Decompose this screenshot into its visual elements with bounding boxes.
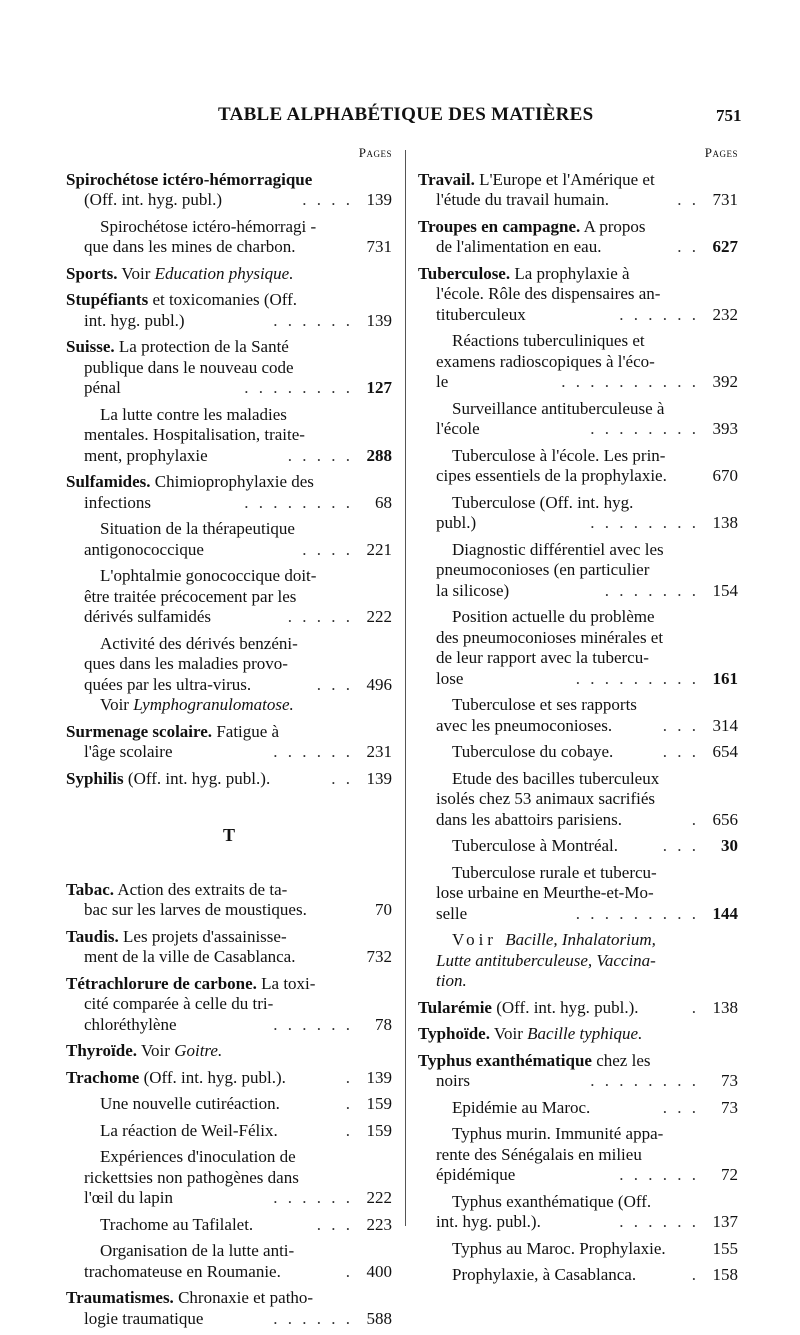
sub-entry: La réaction de Weil-Félix. . 159 xyxy=(66,1121,392,1142)
entry-heading: Tabac. xyxy=(66,879,115,899)
entry-text: la silicose) xyxy=(436,580,510,600)
entry-text: ques dans les maladies provo- xyxy=(84,654,288,673)
entry-text: épidémique xyxy=(436,1165,516,1184)
entry-text: Réactions tuberculiniques et xyxy=(452,331,645,350)
sub-entry: Tuberculose du cobaye. . . . 654 xyxy=(418,742,738,763)
page-ref: 732 xyxy=(366,947,392,966)
page-ref: 731 xyxy=(366,237,392,256)
cross-reference: Bacille typhique. xyxy=(527,1024,643,1043)
index-entry-surmenage: Surmenage scolaire. Fatigue à l'âge scolaire . . . . . . 231 xyxy=(66,721,392,761)
page-ref: 654 xyxy=(712,742,738,761)
entry-text: L'Europe et l'Amérique et xyxy=(474,169,655,189)
entry-heading: Tétrachlorure de carbone. xyxy=(66,973,257,993)
entry-text: Trachome au Tafilalet. xyxy=(100,1214,254,1234)
page-ref: 288 xyxy=(366,445,392,465)
page-ref: 70 xyxy=(375,900,392,919)
entry-text: Organisation de la lutte anti- xyxy=(100,1241,295,1260)
entry-text: chloréthylène xyxy=(84,1014,177,1034)
entry-text: pneumoconioses (en particulier xyxy=(436,560,650,579)
sub-entry xyxy=(66,217,392,258)
entry-text: La toxi- xyxy=(256,973,316,993)
entry-text: l'œil du lapin xyxy=(84,1188,174,1207)
index-entry-troupes: Troupes en campagne. A propos de l'alimentation en eau. . . 627 xyxy=(418,216,738,256)
entry-text: ment, prophylaxie xyxy=(84,445,208,465)
entry-heading: Troupes en campagne. xyxy=(418,216,581,236)
page-ref: 222 xyxy=(366,1188,392,1207)
page-ref: 72 xyxy=(721,1165,738,1184)
index-entry-thyroide xyxy=(66,1041,392,1062)
entry-heading: Tularémie xyxy=(418,997,492,1017)
page-ref: 137 xyxy=(712,1212,738,1231)
entry-text: Tuberculose à Montréal. xyxy=(452,836,619,855)
index-entry-syphilis: Syphilis (Off. int. hyg. publ.). . . 139 xyxy=(66,768,392,788)
sub-entry: Typhus murin. Immunité appa- rente des Sénégalais en milieu épidémique . . . . . . 72 xyxy=(436,1124,738,1184)
sub-entry: Etude des bacilles tuberculeux isolés chez 53 animaux sacrifiés dans les abattoirs parisiens. . 656 xyxy=(436,768,738,829)
page-ref: 138 xyxy=(712,513,738,532)
entry-text: Situation de la thérapeutique xyxy=(100,519,295,538)
index-entry-sulfamides: Sulfamides. Chimioprophylaxie des infections . . . . . . . . 68 xyxy=(66,472,392,512)
page-ref: 144 xyxy=(712,903,738,923)
entry-text: Typhus exanthématique (Off. xyxy=(452,1191,652,1211)
entry-text: chez les xyxy=(591,1050,651,1070)
entry-text: ment de la ville de Casablanca. xyxy=(84,947,296,966)
cross-reference: Bacille, Inhalatorium, xyxy=(505,930,656,949)
entry-text: infections xyxy=(84,492,152,512)
entry-text: Expériences d'inoculation de xyxy=(100,1147,296,1166)
entry-text: le xyxy=(436,372,449,391)
entry-text: de leur rapport avec la tubercu- xyxy=(436,648,649,667)
entry-text: Prophylaxie, à Casablanca. xyxy=(452,1265,637,1284)
entry-text: dérivés sulfamidés xyxy=(84,607,211,626)
entry-heading: Tuberculose. xyxy=(418,263,511,283)
sub-entry: Prophylaxie, à Casablanca. . 158 xyxy=(418,1265,738,1286)
entry-heading: Stupéfiants xyxy=(66,290,149,309)
index-entry-spirochetose: Spirochétose ictéro-hémorragique (Off. int. hyg. publ.) . . . . 139 xyxy=(66,169,392,209)
entry-text: Voir xyxy=(100,695,134,714)
entry-heading: Travail. xyxy=(418,169,475,189)
entry-text: A propos xyxy=(580,216,646,236)
entry-text: l'âge scolaire xyxy=(84,742,173,761)
cross-reference: tion. xyxy=(436,971,467,990)
entry-text: antigonococcique xyxy=(84,539,204,559)
entry-text: l'école xyxy=(436,419,480,438)
page-title: TABLE ALPHABÉTIQUE DES MATIÈRES xyxy=(218,104,594,125)
index-entry-sports xyxy=(66,264,392,285)
entry-text: Tuberculose du cobaye. xyxy=(452,742,614,761)
index-entry-taudis xyxy=(66,927,392,968)
entry-text: Activité des dérivés benzéni- xyxy=(100,633,298,653)
entry-text: Voir xyxy=(489,1024,528,1043)
entry-text: La prophylaxie à xyxy=(510,263,630,283)
entry-heading: Surmenage scolaire. xyxy=(66,721,213,741)
entry-text: Tuberculose à l'école. Les prin- xyxy=(452,445,666,465)
index-entry-stupefiants: Stupéfiants et toxicomanies (Off. int. hyg. publ.) . . . . . . 139 xyxy=(66,290,392,330)
column-divider xyxy=(405,150,406,1226)
entry-heading: Suisse. xyxy=(66,337,115,356)
cross-reference: Education physique. xyxy=(154,263,294,283)
entry-text: Position actuelle du problème xyxy=(452,607,655,626)
page-ref: 731 xyxy=(712,190,738,209)
entry-text: Tuberculose et ses rapports xyxy=(452,695,637,714)
page-ref: 223 xyxy=(366,1214,392,1234)
page-ref: 139 xyxy=(366,768,392,788)
entry-text: int. hyg. publ.). xyxy=(436,1212,541,1231)
entry-text: avec les pneumoconioses. xyxy=(436,715,613,735)
sub-entry: Surveillance antituberculeuse à l'école . . . . . . . . 393 xyxy=(436,398,738,438)
sub-entry: La lutte contre les maladies mentales. Hospitalisation, traite- ment, prophylaxie . . . . . 288 xyxy=(84,404,392,465)
page-ref: 161 xyxy=(712,668,738,688)
entry-heading: Spirochétose ictéro-hémorragique xyxy=(66,169,313,189)
sub-entry: Position actuelle du problème des pneumoconioses minérales et de leur rapport avec la tubercu- lose . . . . . . . . . 161 xyxy=(436,607,738,688)
sub-entry: Epidémie au Maroc. . . . 73 xyxy=(418,1098,738,1119)
entry-text: Une nouvelle cutiréaction. xyxy=(100,1094,280,1113)
entry-heading: Trachome xyxy=(66,1067,140,1087)
page-ref: 400 xyxy=(366,1261,392,1281)
index-entry-typhus: Typhus exanthématique chez les noirs . . . . . . . . 73 xyxy=(418,1050,738,1090)
page-ref: 158 xyxy=(712,1265,738,1284)
entry-text: et toxicomanies (Off. xyxy=(148,290,298,309)
entry-text: Tuberculose (Off. int. hyg. xyxy=(452,492,634,512)
index-entry-tularemie: Tularémie (Off. int. hyg. publ.). . 138 xyxy=(418,997,738,1017)
sub-entry: Tuberculose rurale et tubercu- lose urbaine en Meurthe-et-Mo- selle . . . . . . . . . 144 xyxy=(436,862,738,923)
page-ref: 392 xyxy=(712,372,738,391)
entry-text: des pneumoconioses minérales et xyxy=(436,627,664,647)
page-ref: 73 xyxy=(721,1097,738,1117)
page-ref: 139 xyxy=(366,310,392,330)
page-ref: 232 xyxy=(712,304,738,324)
page-ref: 627 xyxy=(712,237,738,256)
index-entry-tabac xyxy=(66,880,392,921)
entry-text: Surveillance antituberculeuse à xyxy=(452,398,665,418)
entry-text: (Off. int. hyg. publ.). xyxy=(139,1067,286,1087)
page-ref: 159 xyxy=(366,1120,392,1140)
index-entry-tetrachlorure: Tétrachlorure de carbone. La toxi- cité comparée à celle du tri- chloréthylène . . . . . . 78 xyxy=(66,973,392,1034)
page-ref: 155 xyxy=(712,1238,738,1258)
pages-label: Pages xyxy=(704,145,738,160)
entry-heading: Syphilis xyxy=(66,768,124,788)
entry-text: Voir xyxy=(117,263,155,283)
entry-heading: Sports. xyxy=(66,263,118,283)
sub-entry: Une nouvelle cutiréaction. . 159 xyxy=(66,1094,392,1115)
sub-entry: Activité des dérivés benzéni- ques dans les maladies provo- quées par les ultra-virus. . . . 496 Voir Lymphogranulomatose. xyxy=(84,633,392,714)
entry-text: publ.) xyxy=(436,513,477,532)
page-ref: 221 xyxy=(366,539,392,559)
entry-text: (Off. int. hyg. publ.). xyxy=(491,997,639,1017)
entry-text: Spirochétose ictéro-hémorragi - xyxy=(100,216,317,236)
page-ref: 393 xyxy=(712,419,738,438)
entry-heading: Traumatismes. xyxy=(66,1288,174,1307)
sub-entry: Réactions tuberculiniques et examens radioscopiques à l'éco- le . . . . . . . . . . 392 xyxy=(436,331,738,391)
entry-text: (Off. int. hyg. publ.) xyxy=(84,190,223,209)
cross-reference: Lutte antituberculeuse, Vaccina- xyxy=(436,950,656,970)
entry-text: Etude des bacilles tuberculeux xyxy=(452,768,660,788)
index-entry-typhoide xyxy=(418,1024,738,1045)
entry-text: Voir xyxy=(137,1041,175,1060)
index-entry-traumatismes: Traumatismes. Chronaxie et patho- logie traumatique . . . . . . 588 xyxy=(66,1288,392,1328)
cross-reference: Goitre. xyxy=(174,1041,223,1060)
left-column xyxy=(66,143,392,1335)
entry-text: int. hyg. publ.) xyxy=(84,310,185,330)
page-ref: 73 xyxy=(721,1071,738,1090)
entry-text: quées par les ultra-virus. xyxy=(84,674,252,694)
sub-entry: Trachome au Tafilalet. . . . 223 xyxy=(66,1215,392,1236)
entry-text: (Off. int. hyg. publ.). xyxy=(123,768,271,788)
index-entry-travail: Travail. L'Europe et l'Amérique et l'étude du travail humain. . . 731 xyxy=(418,169,738,209)
entry-text: rente des Sénégalais en milieu xyxy=(436,1144,642,1164)
page-ref: 656 xyxy=(712,809,738,829)
entry-text: Action des extraits de ta- xyxy=(114,879,288,899)
page-ref: 496 xyxy=(366,674,392,694)
page-header xyxy=(0,104,800,134)
entry-text: Fatigue à xyxy=(212,721,280,741)
entry-text: selle xyxy=(436,903,468,923)
page-ref: 314 xyxy=(712,715,738,735)
sub-entry: Tuberculose à Montréal. . . . 30 xyxy=(418,836,738,857)
sub-entry: Typhus exanthématique (Off. int. hyg. publ.). . . . . . . 137 xyxy=(436,1191,738,1231)
entry-text: dans les abattoirs parisiens. xyxy=(436,809,623,829)
page-ref: 68 xyxy=(375,492,392,512)
entry-text: Tuberculose rurale et tubercu- xyxy=(452,862,657,882)
right-column xyxy=(418,143,738,1292)
cross-reference-block xyxy=(418,930,738,992)
page-ref: 139 xyxy=(366,1067,392,1087)
entry-text: L'ophtalmie gonococcique doit- xyxy=(100,566,317,585)
page-ref: 670 xyxy=(712,466,738,485)
entry-heading: Typhoïde. xyxy=(418,1024,490,1043)
entry-text: noirs xyxy=(436,1071,470,1090)
sub-entry: Organisation de la lutte anti- trachomateuse en Roumanie. . 400 xyxy=(84,1241,392,1281)
sub-entry: L'ophtalmie gonococcique doit- être traitée précocement par les dérivés sulfamidés . . . . . 222 xyxy=(84,566,392,626)
page-ref: 154 xyxy=(712,580,738,600)
index-entry-trachome: Trachome (Off. int. hyg. publ.). . 139 xyxy=(66,1067,392,1087)
entry-text: isolés chez 53 animaux sacrifiés xyxy=(436,789,656,808)
page-ref: 139 xyxy=(366,190,392,209)
entry-text: lose xyxy=(436,668,464,688)
entry-text: La protection de la Santé xyxy=(114,337,289,356)
entry-text: trachomateuse en Roumanie. xyxy=(84,1261,281,1281)
entry-text: de l'alimentation en eau. xyxy=(436,237,602,256)
entry-text: l'étude du travail humain. xyxy=(436,190,610,209)
entry-text: mentales. Hospitalisation, traite- xyxy=(84,425,305,444)
entry-text: lose urbaine en Meurthe-et-Mo- xyxy=(436,883,654,902)
entry-text: pénal xyxy=(84,378,121,397)
index-entry-suisse: Suisse. La protection de la Santé publique dans le nouveau code pénal . . . . . . . . 127 xyxy=(66,337,392,397)
page-ref: 222 xyxy=(366,607,392,626)
entry-text: Typhus murin. Immunité appa- xyxy=(452,1124,664,1143)
sub-entry: Tuberculose (Off. int. hyg. publ.) . . . . . . . . 138 xyxy=(436,492,738,532)
sub-entry: Situation de la thérapeutique antigonococcique . . . . 221 xyxy=(84,519,392,559)
entry-text: Chronaxie et patho- xyxy=(173,1288,314,1307)
page-number: 751 xyxy=(716,106,742,125)
page-ref: 159 xyxy=(366,1094,392,1113)
entry-text: rickettsies non pathogènes dans xyxy=(84,1167,299,1187)
entry-text: Typhus au Maroc. Prophylaxie. xyxy=(452,1238,666,1258)
entry-text: Les projets d'assainisse- xyxy=(118,926,287,946)
page-ref: 30 xyxy=(721,836,738,855)
entry-text: tituberculeux xyxy=(436,304,526,324)
cross-reference: Lymphogranulomatose. xyxy=(133,695,294,714)
entry-text: publique dans le nouveau code xyxy=(84,357,294,377)
entry-text: bac sur les larves de moustiques. xyxy=(84,900,307,919)
entry-text: Chimioprophylaxie des xyxy=(150,472,314,491)
entry-text: examens radioscopiques à l'éco- xyxy=(436,351,655,371)
entry-text: La réaction de Weil-Félix. xyxy=(100,1120,278,1140)
entry-heading: Taudis. xyxy=(66,926,119,946)
pages-label: Pages xyxy=(358,145,392,160)
page-ref: 78 xyxy=(375,1014,392,1034)
entry-text: Diagnostic différentiel avec les xyxy=(452,539,664,559)
page-ref: 138 xyxy=(712,997,738,1017)
page-ref: 231 xyxy=(366,742,392,761)
page-ref: 127 xyxy=(366,378,392,397)
entry-text: Voir xyxy=(452,930,506,949)
sub-entry: Tuberculose et ses rapports avec les pneumoconioses. . . . 314 xyxy=(436,695,738,735)
page-ref: 588 xyxy=(366,1308,392,1328)
entry-text: La lutte contre les maladies xyxy=(100,404,287,424)
entry-text: cité comparée à celle du tri- xyxy=(84,994,274,1013)
entry-text: l'école. Rôle des dispensaires an- xyxy=(436,284,661,303)
entry-heading: Sulfamides. xyxy=(66,472,151,491)
sub-entry: Expériences d'inoculation de rickettsies non pathogènes dans l'œil du lapin . . . . . . 222 xyxy=(84,1147,392,1207)
entry-text: que dans les mines de charbon. xyxy=(84,237,296,256)
entry-heading: Typhus exanthématique xyxy=(418,1050,592,1070)
index-entry-tuberculose: Tuberculose. La prophylaxie à l'école. Rôle des dispensaires an- tituberculeux . . . . . . 232 xyxy=(418,263,738,324)
section-letter: T xyxy=(222,825,235,845)
entry-text: cipes essentiels de la prophylaxie. xyxy=(436,466,667,485)
sub-entry xyxy=(418,446,738,487)
entry-text: être traitée précocement par les xyxy=(84,586,297,606)
sub-entry xyxy=(418,1239,738,1260)
entry-text: Epidémie au Maroc. xyxy=(452,1097,591,1117)
entry-heading: Thyroïde. xyxy=(66,1041,138,1060)
sub-entry: Diagnostic différentiel avec les pneumoconioses (en particulier la silicose) . . . . . . . 154 xyxy=(436,539,738,600)
entry-text: logie traumatique xyxy=(84,1308,204,1328)
